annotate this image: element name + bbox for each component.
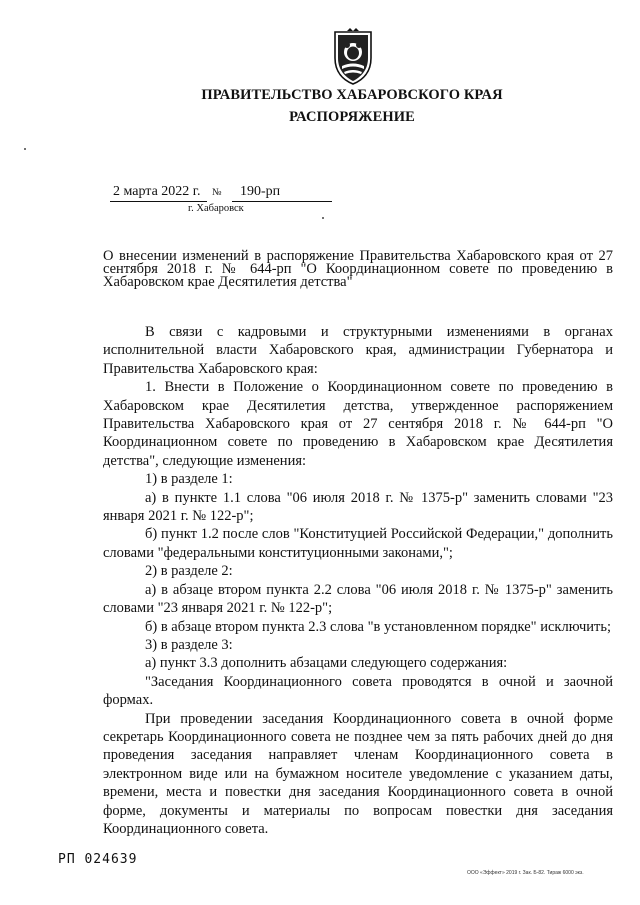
number-sign: №	[212, 187, 222, 198]
paragraph-2b: б) в абзаце втором пункта 2.3 слова "в установленном порядке" исключить;	[145, 618, 612, 635]
scan-speck	[322, 217, 324, 219]
document-number: 190-рп	[240, 184, 281, 199]
paragraph-quote-1: "Заседания Координационного совета проводятся в очной и заочной формах.	[103, 673, 613, 709]
paragraph-item-1: 1. Внести в Положение о Координационном совете по проведению в Хабаровском крае Десятилетия детства, утвержденное распоряжением Правительства Хабаровского края от 27 сентября 2018 г. № 644-рп "О Координационном совете по проведению в Хабаровском крае Десятилетия детства", следующие изменения:	[103, 379, 613, 469]
paragraph-quote-2: При проведении заседания Координационного совета в очной форме секретарь Координационного совета не позднее чем за пять рабочих дней до дня проведения заседания направляет членам Координационного совета в электронном виде или на бумажном носителе уведомление с указанием даты, времени, места и повестки дня заседания Координационного совета в очной форме, документы и материалы по вопросам повестки дня заседания Координационного совета.	[103, 710, 613, 837]
scan-speck	[24, 148, 26, 150]
form-serial-number: РП 024639	[58, 852, 138, 867]
document-date: 2 марта 2022 г.	[113, 184, 201, 199]
document-subject: О внесении изменений в распоряжение Правительства Хабаровского края от 27 сентября 2018 г. № 644-рп "О Координационном совете по проведению в Хабаровском крае Десятилетия детства"	[103, 248, 613, 290]
document-body	[103, 323, 613, 838]
number-underline	[232, 201, 332, 202]
city-label: г. Хабаровск	[188, 203, 244, 214]
paragraph-section-3: 3) в разделе 3:	[145, 636, 233, 653]
printer-imprint: ООО «Эффект» 2019 г. Зак. Б-82. Тираж 6000 экз.	[467, 870, 584, 876]
coat-of-arms-emblem	[330, 28, 376, 86]
paragraph-1a: а) в пункте 1.1 слова "06 июля 2018 г. № 1375-р" заменить словами "23 января 2021 г. № 122-р";	[103, 489, 613, 525]
paragraph-2a: а) в абзаце втором пункта 2.2 слова "06 июля 2018 г. № 1375-р" заменить словами "23 января 2021 г. № 122-р";	[103, 581, 613, 617]
date-underline	[110, 201, 207, 202]
document-type: РАСПОРЯЖЕНИЕ	[289, 109, 415, 125]
government-title: ПРАВИТЕЛЬСТВО ХАБАРОВСКОГО КРАЯ	[201, 87, 503, 103]
paragraph-section-2: 2) в разделе 2:	[145, 563, 233, 580]
paragraph-preamble: В связи с кадровыми и структурными изменениями в органах исполнительной власти Хабаровского края, администрации Губернатора и Правительства Хабаровского края:	[103, 324, 613, 377]
paragraph-section-1: 1) в разделе 1:	[145, 471, 233, 488]
paragraph-3a: а) пункт 3.3 дополнить абзацами следующего содержания:	[145, 655, 508, 672]
paragraph-1b: б) пункт 1.2 после слов "Конституцией Российской Федерации," дополнить словами "федеральными конституционными законами,";	[103, 526, 613, 561]
